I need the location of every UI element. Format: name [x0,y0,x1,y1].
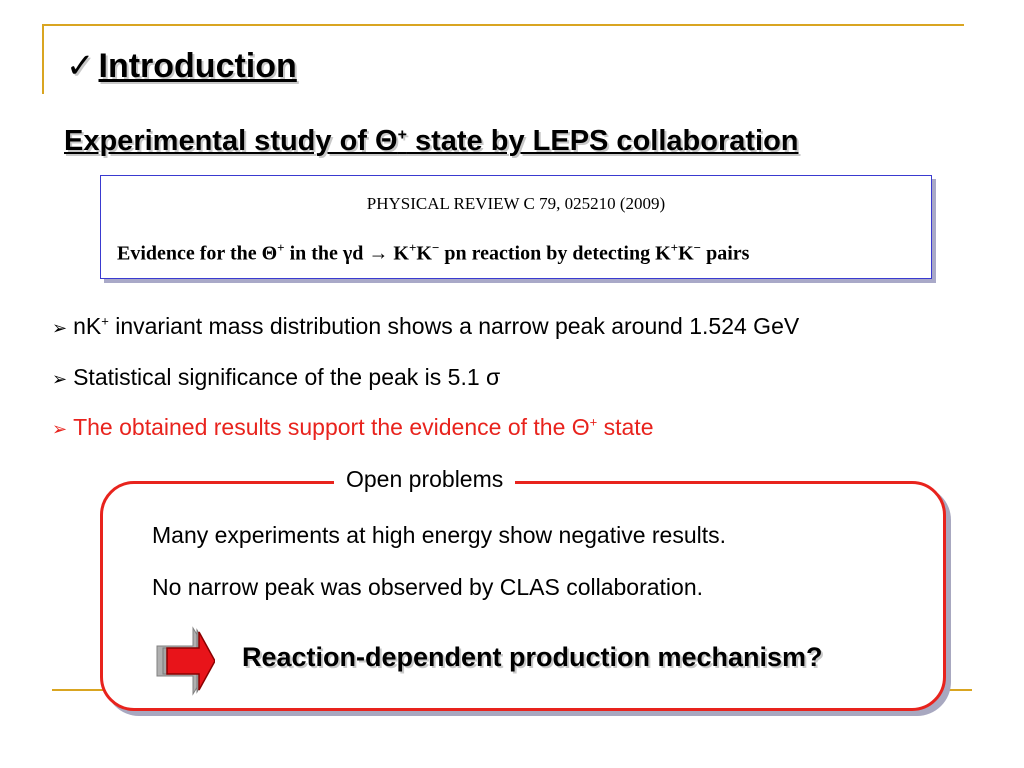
paper-citation-box [100,175,932,279]
paper-title-part: K [678,242,694,265]
bullet-text: nK [73,313,102,339]
arrow-bullet-icon: ➢ [52,419,68,439]
paper-title-part: pairs [701,242,750,265]
slide-title [66,46,297,86]
bullet-text: invariant mass distribution shows a narrow peak around 1.524 GeV [108,313,800,339]
paper-title-sup: + [277,240,285,255]
bullet-text: state [597,414,654,440]
right-block-arrow-icon [153,620,215,702]
top-divider [42,24,964,26]
bullet-text: The obtained results support the evidence of the Θ [73,414,590,440]
bullet-item-peak [52,313,799,340]
paper-title-sup: + [670,240,679,255]
bullet-text: Statistical significance of the peak is 5.1 σ [73,364,501,390]
paper-title-part: Evidence for the Θ [117,242,278,265]
arrow-bullet-icon: ➢ [52,369,68,389]
title-text: Introduction [98,47,297,85]
open-problem-line: Many experiments at high energy show negative results. [152,522,727,548]
paper-title [117,240,749,266]
bullet-superscript: + [589,414,598,430]
open-problem-line: No narrow peak was observed by CLAS collaboration. [152,574,704,600]
subtitle-superscript: + [397,126,407,144]
subtitle-text: Experimental study of Θ [64,125,398,157]
paper-title-part: in the γd → K [284,242,409,265]
paper-title-part: pn reaction by detecting K [439,242,671,265]
left-divider [42,24,44,94]
conclusion-text: Reaction-dependent production mechanism? [242,642,823,672]
paper-title-sup: − [431,240,440,255]
bullet-item-evidence [52,414,654,441]
open-problems-label: Open problems [334,466,515,493]
arrow-bullet-icon: ➢ [52,318,68,338]
paper-title-sup: − [693,240,702,255]
bullet-item-significance [52,364,500,391]
checkmark-icon: ✓ [66,47,95,85]
bullet-superscript: + [101,313,109,329]
paper-reference: PHYSICAL REVIEW C 79, 025210 (2009) [366,194,666,213]
paper-title-part: K [416,242,432,265]
subtitle-tail: state by LEPS collaboration [406,125,799,157]
paper-title-sup: + [408,240,417,255]
slide-subtitle [64,125,799,158]
